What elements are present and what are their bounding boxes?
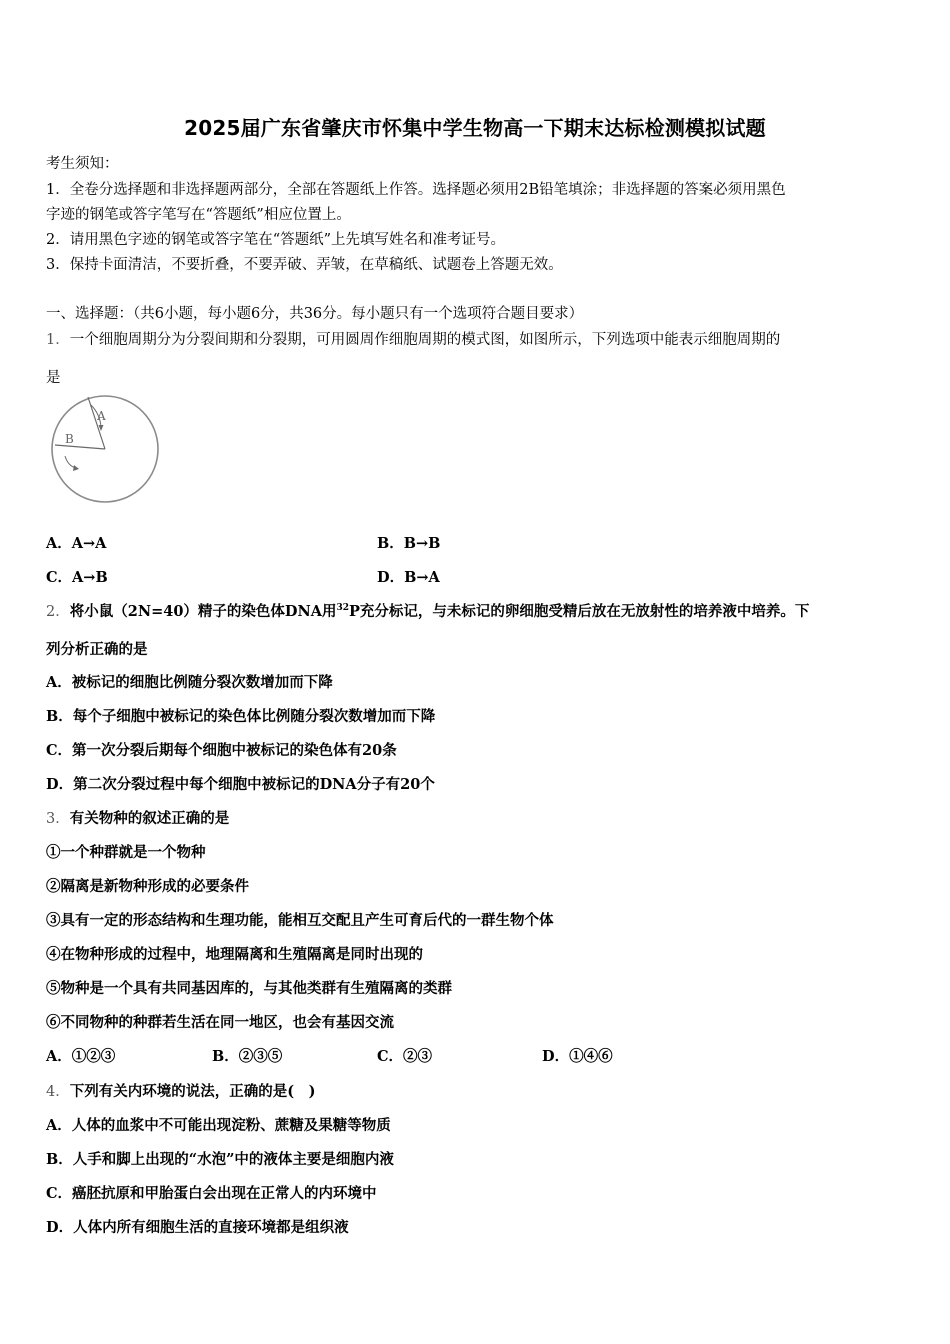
q1-stem — [46, 328, 780, 349]
q3-statement-6: ⑥不同物种的种群若生活在同一地区，也会有基因交流 — [46, 1014, 394, 1031]
q3-statement-5: ⑤物种是一个具有共同基因库的，与其他类群有生殖隔离的类群 — [46, 980, 452, 997]
q1-stem-cont: 是 — [46, 370, 61, 386]
q2-stem-part2: P充分标记，与未标记的卵细胞受精后放在无放射性的培养液中培养。下 — [349, 603, 810, 620]
q3-option-b[interactable]: B．②③⑤ — [212, 1048, 283, 1065]
notice-item-1-cont: 字迹的钢笔或答字笔写在“答题纸”相应位置上。 — [46, 207, 351, 223]
radius-line-b — [55, 445, 105, 449]
notice-item-3: 3．保持卡面清洁，不要折叠，不要弄破、弄皱，在草稿纸、试题卷上答题无效。 — [46, 257, 563, 273]
q2-option-b[interactable]: B．每个子细胞中被标记的染色体比例随分裂次数增加而下降 — [46, 708, 436, 725]
q2-option-c[interactable]: C．第一次分裂后期每个细胞中被标记的染色体有20条 — [46, 742, 397, 759]
q2-stem-part1: 将小鼠（2N=40）精子的染色体DNA用 — [69, 603, 337, 620]
q4-option-c[interactable]: C．癌胚抗原和甲胎蛋白会出现在正常人的内环境中 — [46, 1185, 377, 1202]
q3-stem-text: 有关物种的叙述正确的是 — [69, 810, 230, 827]
q4-option-d[interactable]: D．人体内所有细胞生活的直接环境都是组织液 — [46, 1219, 349, 1236]
document-title: 2025届广东省肇庆市怀集中学生物高一下期末达标检测模拟试题 — [184, 116, 766, 140]
q3-number: 3． — [46, 811, 70, 827]
q3-statement-3: ③具有一定的形态结构和生理功能，能相互交配且产生可育后代的一群生物个体 — [46, 912, 554, 929]
notice-item-1: 1．全卷分选择题和非选择题两部分，全部在答题纸上作答。选择题必须用2B铅笔填涂；非选择题的答案必须用黑色 — [46, 182, 786, 198]
q2-option-d[interactable]: D．第二次分裂过程中每个细胞中被标记的DNA分子有20个 — [46, 776, 435, 793]
label-a: A — [97, 409, 106, 423]
arrowhead-b-icon — [73, 465, 79, 471]
q3-option-a[interactable]: A．①②③ — [46, 1048, 116, 1065]
q1-number: 1． — [46, 332, 70, 348]
q4-option-a[interactable]: A．人体的血浆中不可能出现淀粉、蔗糖及果糖等物质 — [46, 1117, 391, 1134]
notice-heading: 考生须知： — [46, 156, 119, 172]
q1-option-d[interactable]: D．B→A — [377, 569, 440, 586]
q3-option-c[interactable]: C．②③ — [377, 1048, 433, 1065]
cell-cycle-diagram — [48, 394, 164, 506]
q2-number: 2． — [46, 604, 70, 620]
q1-option-a[interactable]: A．A→A — [46, 535, 107, 552]
q1-option-b[interactable]: B．B→B — [377, 535, 441, 552]
q4-number: 4． — [46, 1084, 70, 1100]
q2-stem-cont: 列分析正确的是 — [46, 641, 148, 658]
q2-stem — [46, 600, 809, 621]
q3-stem — [46, 807, 229, 828]
q3-option-d[interactable]: D．①④⑥ — [542, 1048, 613, 1065]
q4-option-b[interactable]: B．人手和脚上出现的“水泡”中的液体主要是细胞内液 — [46, 1151, 394, 1168]
q2-option-a[interactable]: A．被标记的细胞比例随分裂次数增加而下降 — [46, 674, 333, 691]
q3-statement-2: ②隔离是新物种形成的必要条件 — [46, 878, 249, 895]
q3-statement-1: ①一个种群就是一个物种 — [46, 844, 206, 861]
q4-stem — [46, 1080, 315, 1101]
q2-isotope-mass: 32 — [336, 603, 350, 613]
notice-item-2: 2．请用黑色字迹的钢笔或答字笔在“答题纸”上先填写姓名和准考证号。 — [46, 232, 506, 248]
q1-stem-text: 一个细胞周期分为分裂间期和分裂期，可用圆周作细胞周期的模式图，如图所示，下列选项中能表示细胞周期的 — [69, 332, 781, 348]
q3-statement-4: ④在物种形成的过程中，地理隔离和生殖隔离是同时出现的 — [46, 946, 423, 963]
q1-option-c[interactable]: C．A→B — [46, 569, 108, 586]
label-b: B — [65, 432, 74, 446]
section-heading: 一、选择题：（共6小题，每小题6分，共36分。每小题只有一个选项符合题目要求） — [46, 306, 584, 322]
radius-line-a — [88, 397, 105, 449]
q4-stem-text: 下列有关内环境的说法，正确的是( ) — [69, 1083, 316, 1100]
